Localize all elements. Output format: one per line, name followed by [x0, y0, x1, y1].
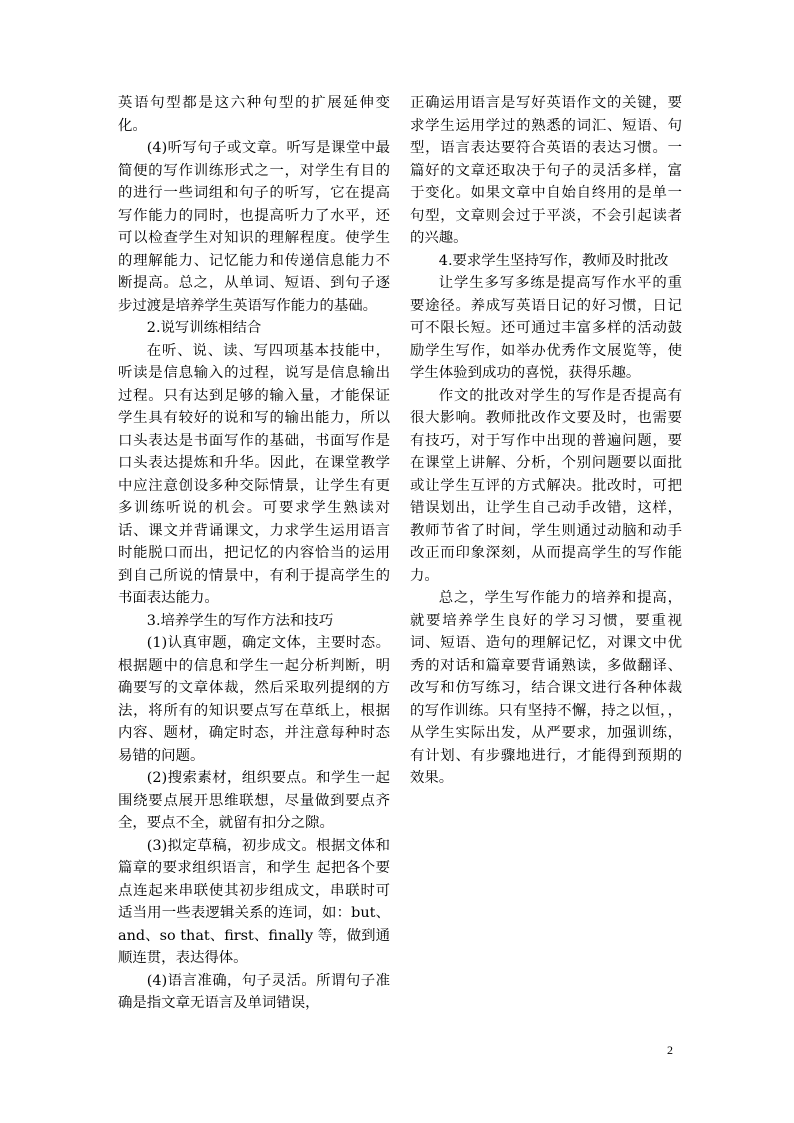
- paragraph: 正确运用语言是写好英语作文的关键，要求学生运用学过的熟悉的词汇、短语、句型，语言表达要符合英语的表达习惯。一篇好的文章还取决于句子的灵活多样，富于变化。如果文章中自始自终用的是单一句型，文章则会过于平淡，不会引起读者的兴趣。: [410, 95, 682, 246]
- paragraph: (3)拟定草稿，初步成文。根据文体和篇章的要求组织语言，和学生 起把各个要点连起来串联使其初步组成文，串联时可适当用一些表逻辑关系的连词，如：but、and、so that、first、finally 等，做到通顺连贯，表达得体。: [118, 837, 390, 966]
- paragraph: 作文的批改对学生的写作是否提高有很大影响。教师批改作文要及时，也需要有技巧，对于写作中出现的普遍问题，要在课堂上讲解、分析，个别问题要以面批或让学生互评的方式解决。批改时，可把错误划出，让学生自己动手改错，这样，教师节省了时间，学生则通过动脑和动手改正而印象深刻，从而提高学生的写作能力。: [410, 387, 682, 584]
- paragraph: (2)搜索素材，组织要点。和学生一起围绕要点展开思维联想，尽量做到要点齐全，要点不全，就留有扣分之隙。: [118, 770, 390, 831]
- paragraph: 总之，学生写作能力的培养和提高，就要培养学生良好的学习习惯，要重视词、短语、造句的理解记忆，对课文中优秀的对话和篇章要背诵熟读，多做翻译、改写和仿写练习，结合课文进行各种体裁的写作训练。只有坚持不懈，持之以恒，，从学生实际出发，从严要求，加强训练，有计划、有步骤地进行，才能得到预期的效果。: [410, 590, 682, 786]
- section-heading: 4.要求学生坚持写作，教师及时批改: [438, 252, 669, 269]
- page-number: 2: [667, 1043, 673, 1057]
- section-heading: 2.说写训练相结合: [146, 320, 262, 336]
- right-column: [410, 92, 682, 790]
- left-column: [118, 92, 390, 1015]
- paragraph: 英语句型都是这六种句型的扩展延伸变化。: [118, 95, 390, 134]
- section-heading: 3.培养学生的写作方法和技巧: [146, 612, 334, 629]
- paragraph: (4)语言准确，句子灵活。所谓句子准确是指文章无语言及单词错误，: [118, 972, 390, 1011]
- paragraph: 在听、说、读、写四项基本技能中，听读是信息输入的过程，说写是信息输出过程。只有达到足够的输入量，才能保证学生具有较好的说和写的输出能力，所以口头表达是书面写作的基础，书面写作是口头表达提炼和升华。因此，在课堂教学中应注意创设多种交际情景，让学生有更多训练听说的机会。可要求学生熟读对话、课文并背诵课文，力求学生运用语言时能脱口而出，把记忆的内容恰当的运用到自己所说的情景中，有利于提高学生的书面表达能力。: [118, 342, 390, 606]
- paragraph: (4)听写句子或文章。听写是课堂中最简便的写作训练形式之一，对学生有目的的进行一些词组和句子的听写，它在提高写作能力的同时，也提高听力了水平，还可以检查学生对知识的理解程度。使学生的理解能力、记忆能力和传递信息能力不断提高。总之，从单词、短语、到句子逐步过渡是培养学生英语写作能力的基础。: [118, 140, 390, 314]
- paragraph: 让学生多写多练是提高写作水平的重要途径。养成写英语日记的好习惯，日记可不限长短。还可通过丰富多样的活动鼓励学生写作，如举办优秀作文展览等，使学生体验到成功的喜悦，获得乐趣。: [410, 275, 682, 381]
- paragraph: (1)认真审题，确定文体，主要时态。根据题中的信息和学生一起分析判断，明确要写的文章体裁，然后采取列提纲的方法，将所有的知识要点写在草纸上，根据内容、题材，确定时态，并注意每种时态易错的问题。: [118, 635, 390, 764]
